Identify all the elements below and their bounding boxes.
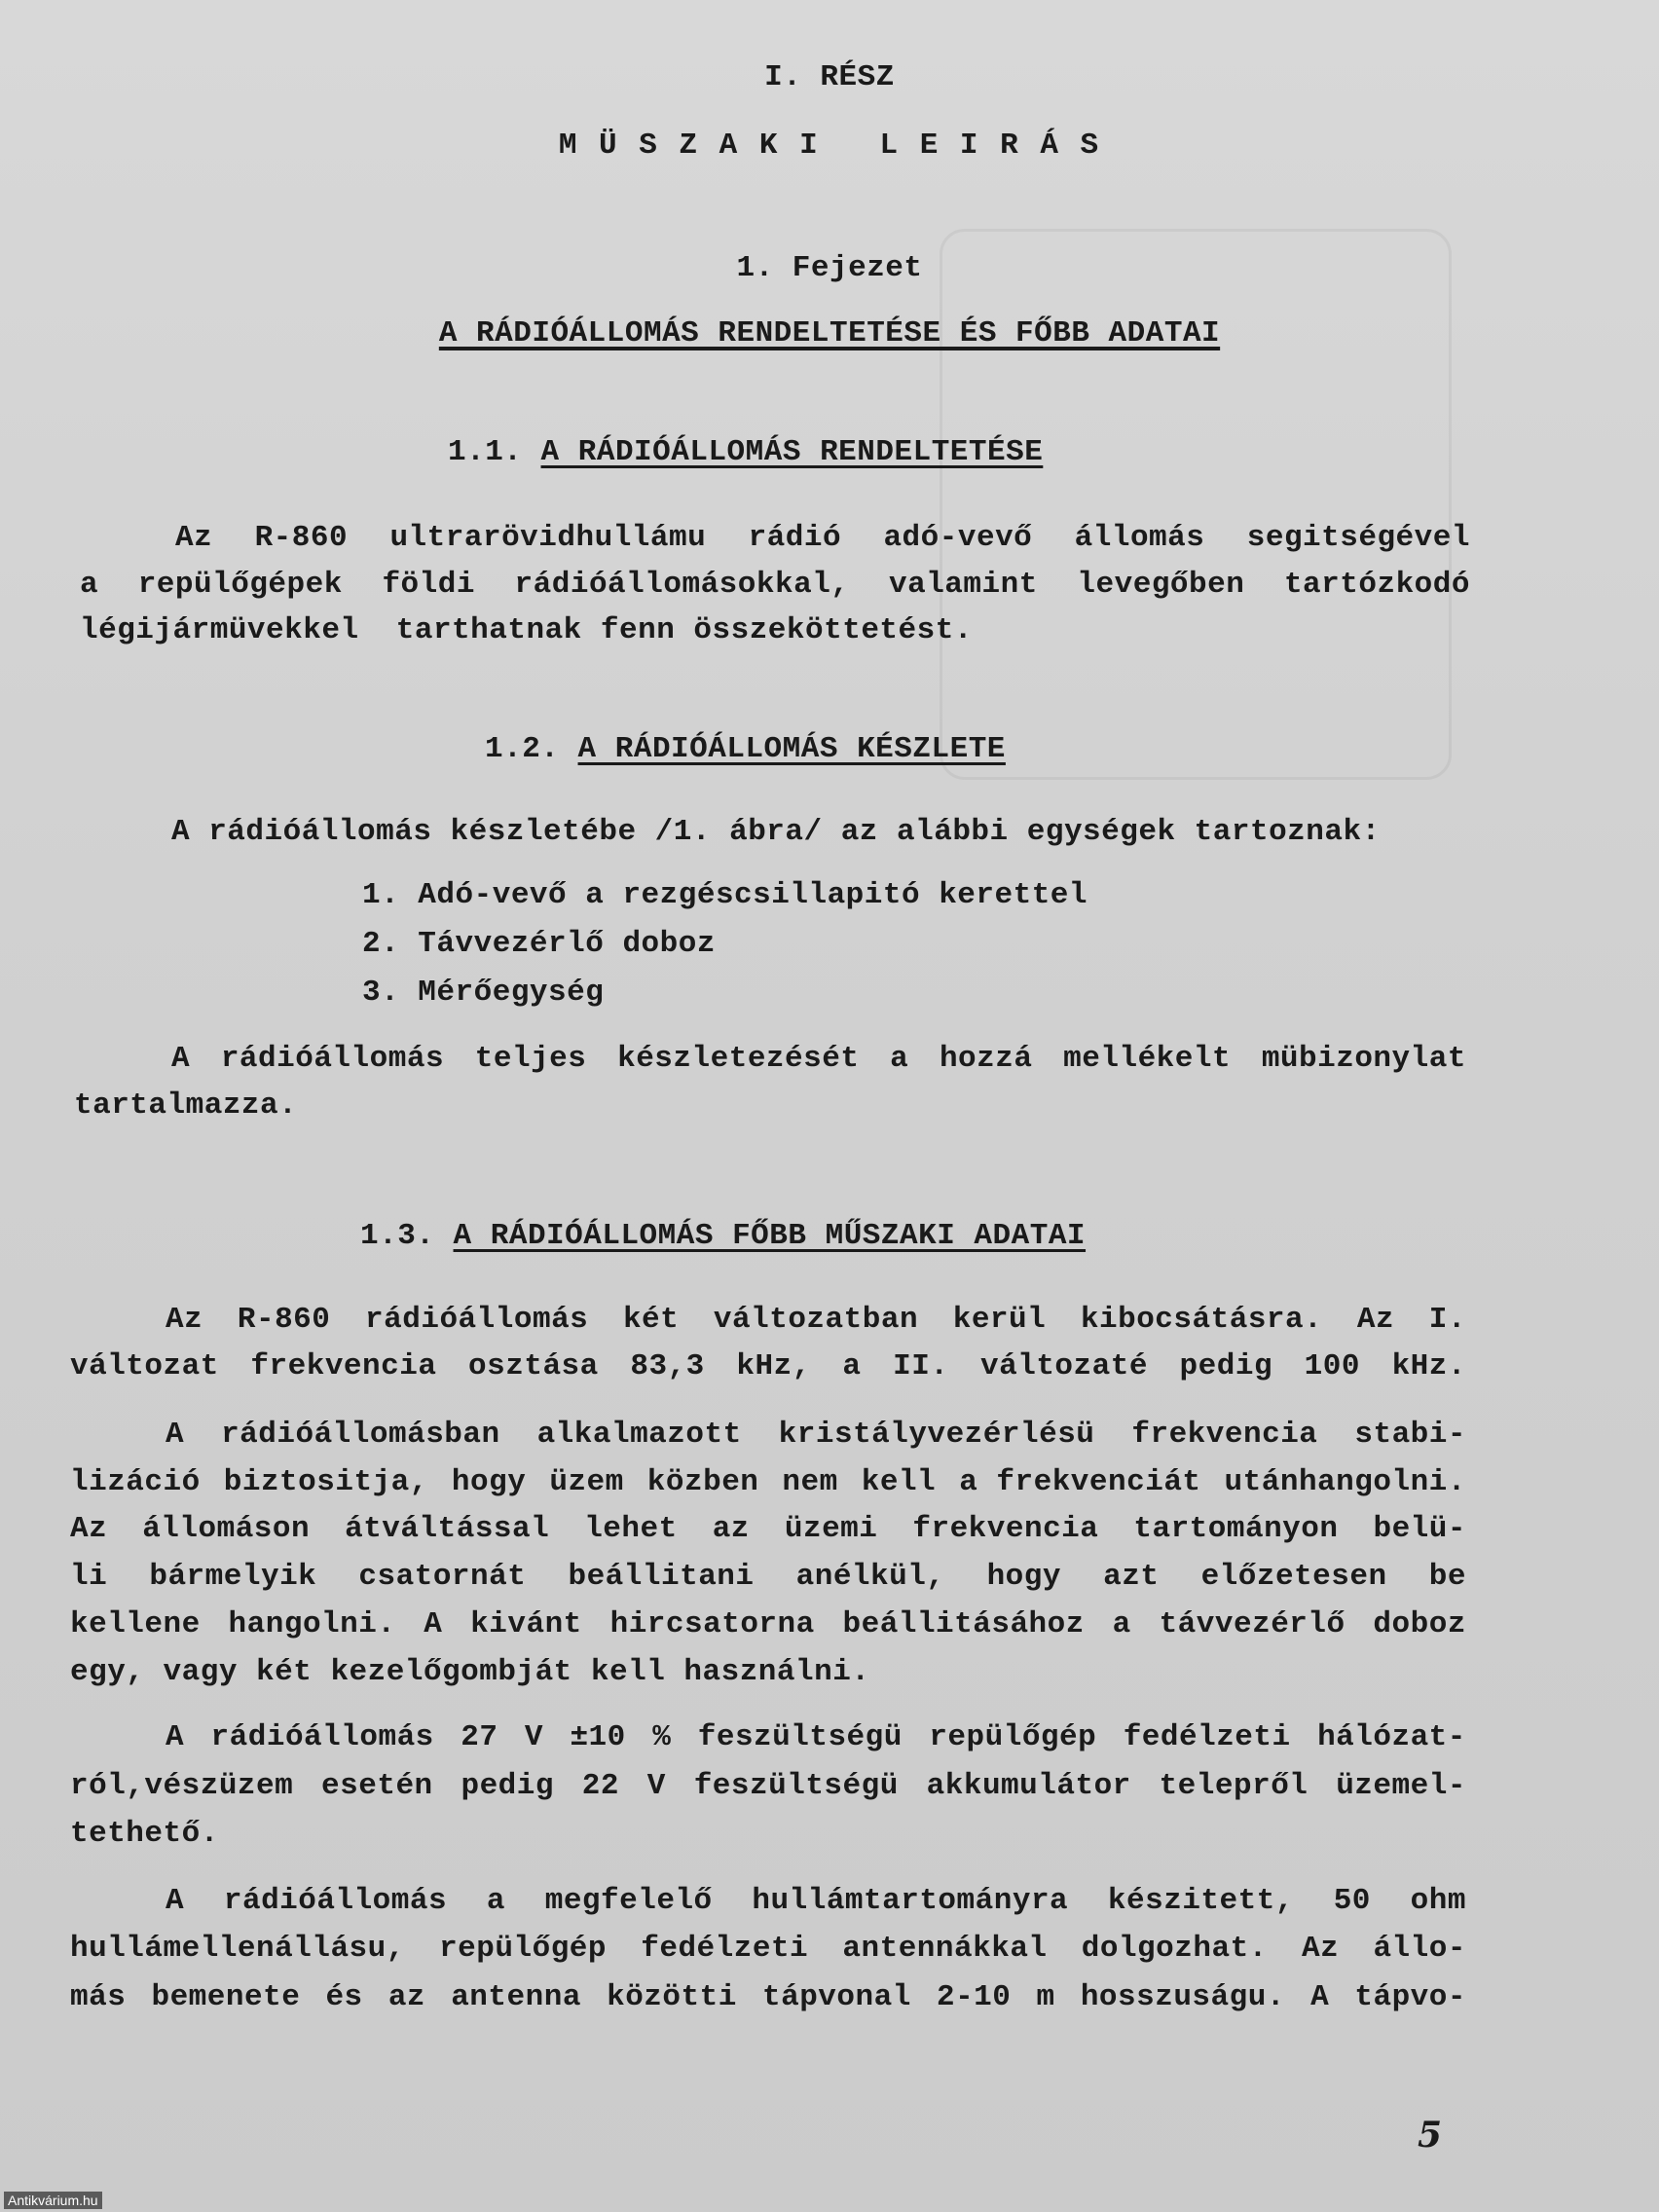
paragraph-line: ról,vészüzem esetén pedig 22 V feszültségü akkumulátor telepről üzemel- [70,1769,1466,1803]
paragraph-line: A rádióállomás 27 V ±10 % feszültségü repülőgép fedélzeti hálózat- [166,1720,1466,1754]
paragraph-line: hullámellenállásu, repülőgép fedélzeti antennákkal dolgozhat. Az állo- [70,1932,1466,1966]
watermark: Antikvárium.hu [4,2192,102,2209]
list-item: 1. Adó-vevő a rezgéscsillapitó kerettel [362,878,1088,912]
section-heading-1-3 [360,1219,1086,1253]
paragraph-line: légijármüvekkel tarthatnak fenn összeköttetést. [80,613,973,647]
part-title: I. RÉSZ [764,60,895,94]
paragraph-line: kellene hangolni. A kivánt hircsatorna beállitásához a távvezérlő doboz [70,1607,1466,1641]
section-heading-1-2 [485,732,1006,766]
paragraph-line: Az R-860 ultrarövidhullámu rádió adó-vevő állomás segitségével [175,521,1470,555]
section-heading-1-1 [448,435,1043,469]
paragraph-line: egy, vagy két kezelőgombját kell használni. [70,1655,870,1689]
paragraph-line: Az állomáson átváltással lehet az üzemi frekvencia tartományon belü- [70,1512,1466,1546]
paragraph-line: A rádióállomás készletébe /1. ábra/ az alábbi egységek tartoznak: [171,815,1381,849]
paragraph-line: változat frekvencia osztása 83,3 kHz, a II. változaté pedig 100 kHz. [70,1349,1466,1383]
section-title: A RÁDIÓÁLLOMÁS RENDELTETÉSE [540,435,1044,469]
chapter-title: A RÁDIÓÁLLOMÁS RENDELTETÉSE ÉS FŐBB ADATAI [438,316,1221,350]
paragraph-line: A rádióállomásban alkalmazott kristályvezérlésü frekvencia stabi- [166,1418,1466,1452]
section-number: 1.1. [448,435,523,469]
section-title: A RÁDIÓÁLLOMÁS FŐBB MŰSZAKI ADATAI [453,1219,1087,1253]
section-title: A RÁDIÓÁLLOMÁS KÉSZLETE [577,732,1006,766]
paragraph-line: A rádióállomás teljes készletezését a hozzá mellékelt mübizonylat [171,1042,1466,1076]
paragraph-line: tethető. [70,1817,219,1851]
section-number: 1.3. [360,1219,435,1253]
paragraph-line: li bármelyik csatornát beállitani anélkül, hogy azt előzetesen be [70,1560,1466,1594]
section-number: 1.2. [485,732,560,766]
document-title: M Ü S Z A K I L E I R Á S [558,129,1101,163]
page-number: 5 [1418,2115,1443,2156]
list-item: 3. Mérőegység [362,976,605,1010]
paragraph-line: lizáció biztositja, hogy üzem közben nem kell a frekvenciát utánhangolni. [70,1465,1466,1499]
paragraph-line: a repülőgépek földi rádióállomásokkal, valamint levegőben tartózkodó [80,568,1470,602]
list-item: 2. Távvezérlő doboz [362,927,716,961]
bleed-through-shape [940,229,1452,780]
paragraph-line: tartalmazza. [74,1088,298,1123]
paragraph-line: más bemenete és az antenna közötti tápvonal 2-10 m hosszuságu. A tápvo- [70,1980,1466,2014]
paragraph-line: A rádióállomás a megfelelő hullámtartományra készitett, 50 ohm [166,1884,1466,1918]
chapter-number: 1. Fejezet [736,251,923,285]
paragraph-line: Az R-860 rádióállomás két változatban kerül kibocsátásra. Az I. [166,1303,1466,1337]
